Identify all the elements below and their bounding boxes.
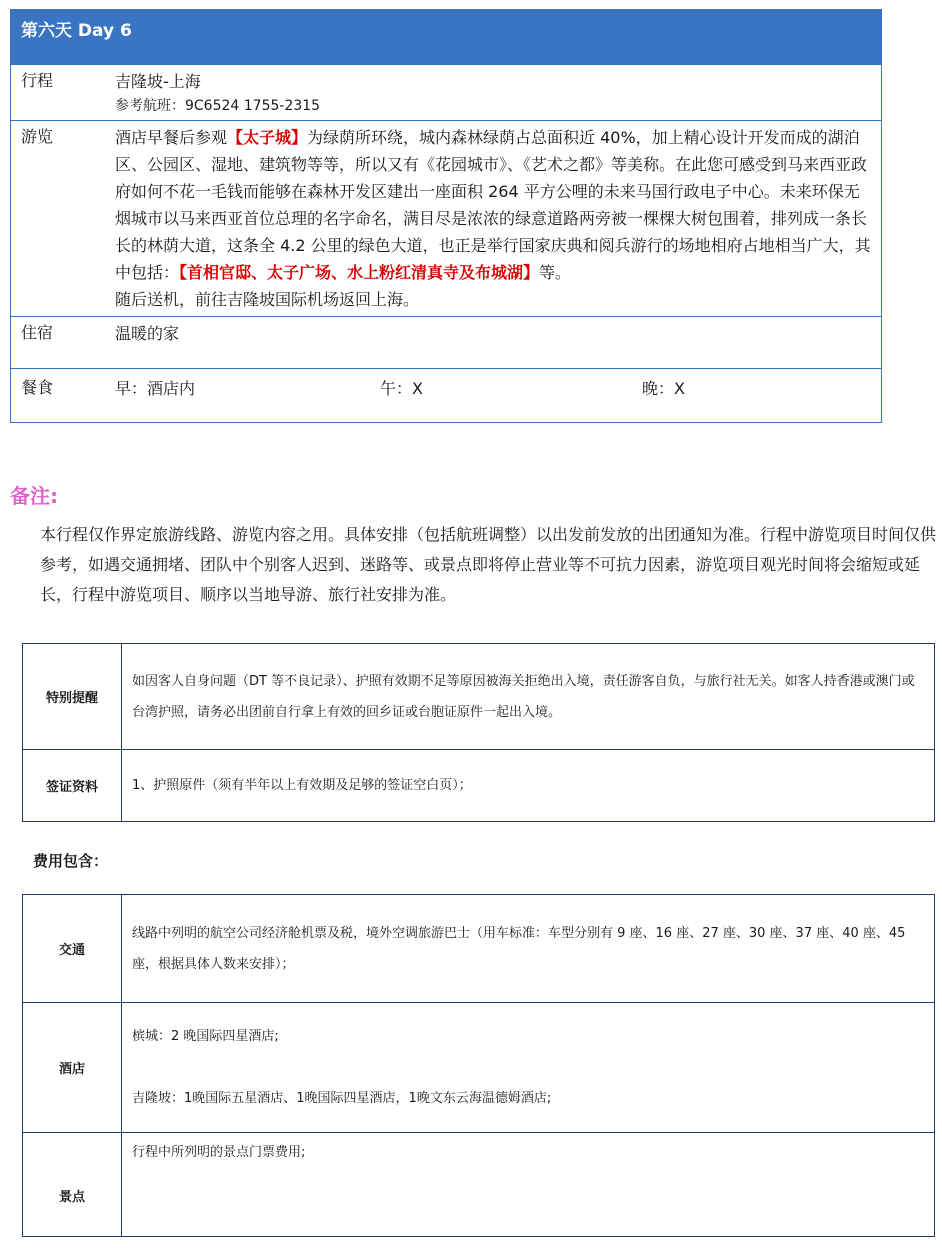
notice-table [22,643,935,822]
tour-text-2: 为绿荫所环绕，城内森林绿荫占总面积近 40%，加上精心设计开发而成的湖泊区、公园区、湿地、建筑物等等，所以又有《花园城市》、《艺术之都》等美称。在此您可感受到马来西亚政府如何不花一毛钱而能够在森林开发区建出一座面积 264 平方公哩的未来马国行政电子中心。未来环保无烟城市以马来西亚首位总理的名字命名，满目尽是浓浓的绿意道路两旁被一棵棵大树包围着，排列成一条长长的林荫大道，这条全 4.2 公里的绿色大道，也正是举行国家庆典和阅兵游行的场地相府占地相当广大，其中包括： [115,128,871,282]
tour-highlight-2: 【首相官邸、太子广场、水上粉红清真寺及布城湖】 [179,263,540,282]
route-value: 吉隆坡-上海 [115,72,201,91]
route-row [11,65,882,121]
fee-table [22,894,935,1237]
lunch: 午：X [380,379,423,398]
stay-row [11,317,882,369]
visa-text: 1、护照原件（须有半年以上有效期及足够的签证空白页）； [122,750,935,822]
special-notice-text: 如因客人自身问题（DT 等不良记录）、护照有效期不足等原因被海关拒绝出入境，责任游客自负，与旅行社无关。如客人持香港或澳门或台湾护照，请务必出团前自行拿上有效的回乡证或台胞证原件一起出入境。 [122,644,935,750]
remark-title: 备注: [10,484,58,508]
stay-label: 住宿 [11,317,116,369]
transport-label: 交通 [23,895,122,1003]
tour-row [11,121,882,317]
stay-value: 温暖的家 [115,317,882,369]
tour-highlight-1: 【太子城】 [227,128,308,147]
sight-label: 景点 [23,1133,122,1237]
breakfast: 早：酒店内 [115,379,196,398]
special-notice-label: 特别提醒 [23,644,122,750]
route-label: 行程 [11,65,116,121]
tour-text-4: 随后送机，前往吉隆坡国际机场返回上海。 [115,290,420,309]
visa-label: 签证资料 [23,750,122,822]
day-itinerary-table [10,9,882,423]
meal-label: 餐食 [11,369,116,423]
tour-description [115,121,882,317]
transport-text: 线路中列明的航空公司经济舱机票及税，境外空调旅游巴士（用车标准：车型分别有 9 座、16 座、27 座、30 座、37 座、40 座、45 座，根据具体人数来安排）； [122,895,935,1003]
tour-text-1: 酒店早餐后参观 [115,128,228,147]
tour-text-3: 等。 [539,263,572,282]
flight-info: 参考航班：9C6524 1755-2315 [115,98,321,114]
hotel-line-1: 槟城：2 晚国际四星酒店; [132,1029,279,1044]
day-header: 第六天 Day 6 [11,10,882,65]
fee-title: 费用包含： [33,852,109,870]
sight-text: 行程中所列明的景点门票费用; [122,1133,935,1237]
dinner: 晚：X [642,379,685,398]
meal-row [11,369,882,423]
hotel-label: 酒店 [23,1003,122,1133]
remark-text: 本行程仅作界定旅游线路、游览内容之用。具体安排（包括航班调整）以出发前发放的出团通知为准。行程中游览项目时间仅供参考，如遇交通拥堵、团队中个别客人迟到、迷路等、或景点即将停止营业等不可抗力因素，游览项目观光时间将会缩短或延长，行程中游览项目、顺序以当地导游、旅行社安排为准。 [40,525,937,604]
tour-label: 游览 [11,121,116,317]
hotel-line-2: 吉隆坡：1晚国际五星酒店、1晚国际四星酒店，1晚文东云海温德姆酒店; [132,1091,552,1106]
